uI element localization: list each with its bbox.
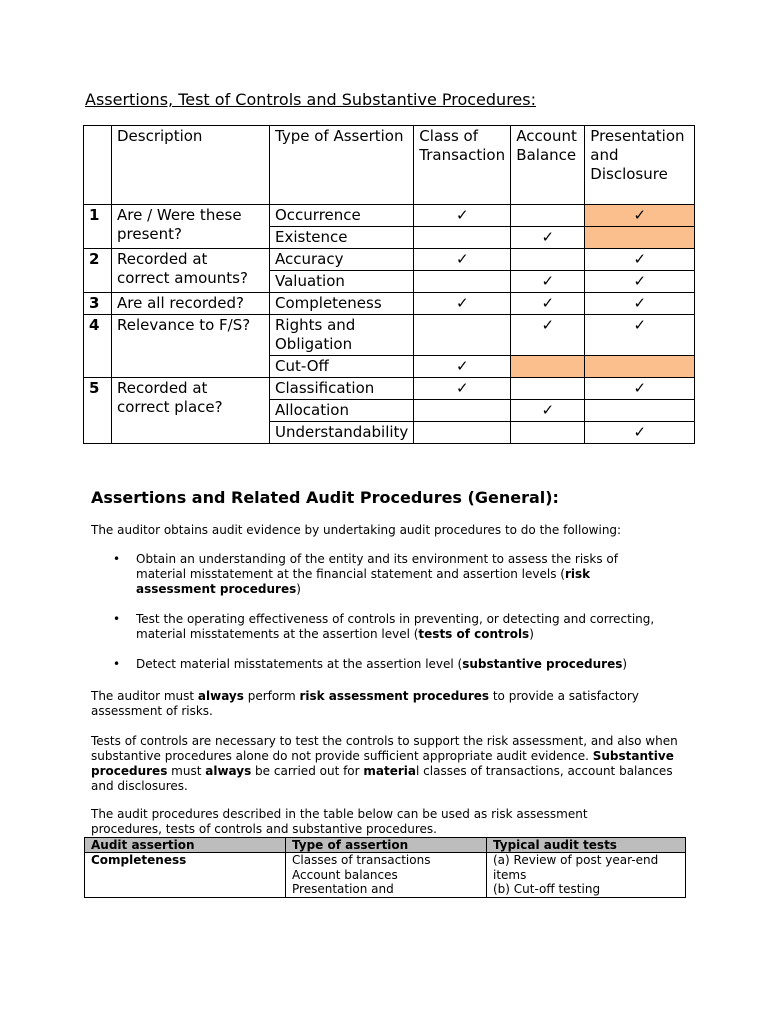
check-account — [511, 422, 585, 444]
check-class — [414, 227, 511, 249]
row-number: 3 — [84, 293, 112, 315]
cell-types — [286, 853, 487, 898]
text-run: be carried out for — [251, 764, 364, 778]
assertion-type: Rights and Obligation — [270, 315, 414, 356]
check-class: ✓ — [414, 205, 511, 227]
procedure-list — [91, 552, 671, 687]
table-row — [84, 378, 695, 400]
paragraph-risk — [91, 689, 681, 719]
text-bold: Substantive procedures — [91, 749, 674, 778]
text-run: perform — [243, 689, 300, 703]
test-line: (b) Cut-off testing — [493, 882, 601, 896]
type-line: Classes of transactions — [292, 853, 431, 867]
header-type-assertion: Type of assertion — [286, 838, 487, 853]
header-class: Class of Transaction — [414, 126, 511, 205]
header-audit-assertion: Audit assertion — [85, 838, 286, 853]
list-item — [91, 657, 671, 672]
header-account: Account Balance — [511, 126, 585, 205]
check-presentation — [585, 227, 695, 249]
paragraph-tests — [91, 734, 686, 794]
text-bold: always — [205, 764, 252, 778]
text-run: l classes of transactions, account balances and disclosures. — [91, 764, 673, 793]
check-presentation: ✓ — [585, 293, 695, 315]
bullet-text: Obtain an understanding of the entity and its environment to assess the risks of material misstatement at the financial statement and assertion levels ( — [136, 552, 618, 581]
header-presentation: Presentation and Disclosure — [585, 126, 695, 205]
check-account — [511, 205, 585, 227]
check-class — [414, 315, 511, 356]
row-description: Recorded at correct place? — [112, 378, 270, 444]
type-line: Presentation and — [292, 882, 394, 896]
bullet-text: Test the operating effectiveness of controls in preventing, or detecting and correcting, material misstatements at the assertion level ( — [136, 612, 655, 641]
header-typical-tests: Typical audit tests — [487, 838, 686, 853]
bullet-end: ) — [296, 582, 301, 596]
check-presentation: ✓ — [585, 249, 695, 271]
table-row — [84, 249, 695, 271]
check-account: ✓ — [511, 293, 585, 315]
row-number: 5 — [84, 378, 112, 444]
row-number: 4 — [84, 315, 112, 378]
section-heading: Assertions and Related Audit Procedures (General): — [91, 488, 559, 507]
check-account — [511, 378, 585, 400]
row-description: Are / Were these present? — [112, 205, 270, 249]
intro-paragraph: The auditor obtains audit evidence by undertaking audit procedures to do the following: — [91, 523, 622, 537]
check-class: ✓ — [414, 293, 511, 315]
table-row — [85, 853, 686, 898]
page-title: Assertions, Test of Controls and Substantive Procedures: — [85, 90, 536, 109]
header-description: Description — [112, 126, 270, 205]
check-account — [511, 356, 585, 378]
table-header-row — [84, 126, 695, 205]
check-presentation: ✓ — [585, 378, 695, 400]
text-run: Tests of controls are necessary to test the controls to support the risk assessment, and also when substantive procedures alone do not provide sufficient appropriate audit evidence. — [91, 734, 678, 763]
text-run: must — [167, 764, 206, 778]
check-class — [414, 400, 511, 422]
table-row — [84, 293, 695, 315]
check-account: ✓ — [511, 227, 585, 249]
text-bold: always — [197, 689, 244, 703]
check-account: ✓ — [511, 315, 585, 356]
assertion-type: Classification — [270, 378, 414, 400]
header-type: Type of Assertion — [270, 126, 414, 205]
assertion-type: Completeness — [270, 293, 414, 315]
audit-assertion-table — [84, 837, 686, 898]
assertion-type: Allocation — [270, 400, 414, 422]
check-class: ✓ — [414, 356, 511, 378]
check-presentation: ✓ — [585, 205, 695, 227]
bullet-bold: risk assessment procedures — [136, 567, 591, 596]
paragraph-procedures: The audit procedures described in the table below can be used as risk assessment procedures, tests of controls and substantive procedures. — [91, 807, 588, 836]
bullet-end: ) — [529, 627, 534, 641]
assertion-type: Accuracy — [270, 249, 414, 271]
assertion-type: Existence — [270, 227, 414, 249]
assertion-type: Valuation — [270, 271, 414, 293]
check-class — [414, 422, 511, 444]
row-number: 2 — [84, 249, 112, 293]
bullet-end: ) — [622, 657, 628, 671]
row-description: Relevance to F/S? — [112, 315, 270, 378]
check-account: ✓ — [511, 400, 585, 422]
check-presentation — [585, 356, 695, 378]
row-description: Are all recorded? — [112, 293, 270, 315]
check-class: ✓ — [414, 378, 511, 400]
assertion-type: Cut-Off — [270, 356, 414, 378]
row-number: 1 — [84, 205, 112, 249]
check-account — [511, 249, 585, 271]
check-presentation — [585, 400, 695, 422]
check-presentation: ✓ — [585, 422, 695, 444]
list-item — [91, 612, 671, 642]
header-num — [84, 126, 112, 205]
bullet-bold: substantive procedures — [462, 657, 623, 671]
row-description: Recorded at correct amounts? — [112, 249, 270, 293]
bullet-bold: tests of controls — [418, 627, 530, 641]
text-bold: risk assessment procedures — [299, 689, 490, 703]
check-presentation: ✓ — [585, 315, 695, 356]
check-account: ✓ — [511, 271, 585, 293]
text-run: The auditor must — [91, 689, 198, 703]
assertions-table — [83, 125, 695, 444]
cell-assertion: Completeness — [85, 853, 286, 898]
assertion-type: Occurrence — [270, 205, 414, 227]
check-class — [414, 271, 511, 293]
table-row — [84, 315, 695, 356]
table-header-row — [85, 838, 686, 853]
text-run: to provide a satisfactory assessment of risks. — [91, 689, 639, 718]
bullet-text: Detect material misstatements at the assertion level ( — [136, 657, 463, 671]
cell-tests — [487, 853, 686, 898]
check-class: ✓ — [414, 249, 511, 271]
assertion-type: Understandability — [270, 422, 414, 444]
check-presentation: ✓ — [585, 271, 695, 293]
table-row — [84, 205, 695, 227]
type-line: Account balances — [292, 867, 398, 882]
text-bold: materia — [363, 764, 417, 778]
test-line: (a) Review of post year-end items — [493, 853, 659, 882]
list-item — [91, 552, 671, 597]
